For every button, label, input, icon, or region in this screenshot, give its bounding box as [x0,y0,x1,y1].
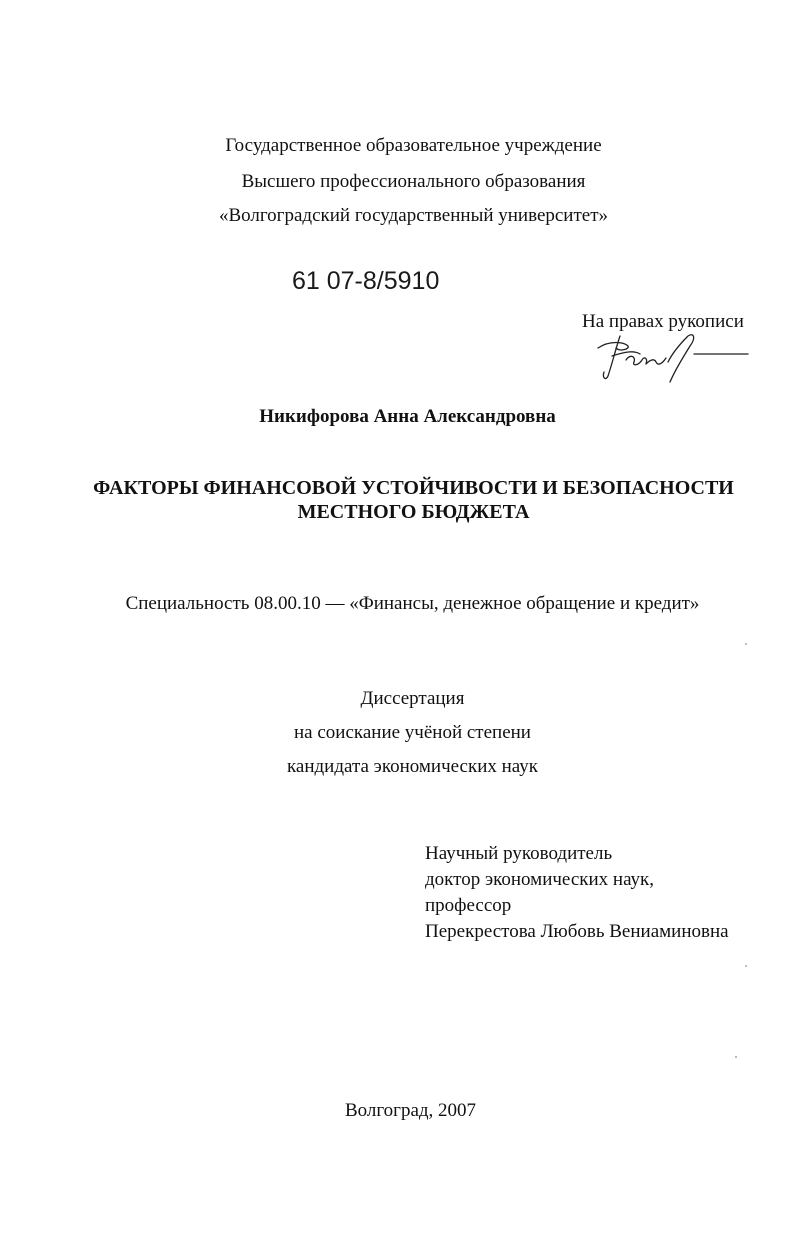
scan-speck [745,643,747,645]
institution-line-3: «Волгоградский государственный университет» [218,205,609,226]
title-line-1: ФАКТОРЫ ФИНАНСОВОЙ УСТОЙЧИВОСТИ И БЕЗОПАСНОСТИ [93,477,734,499]
supervisor-name: Перекрестова Любовь Вениаминовна [425,921,729,942]
degree-line-1: Диссертация [360,688,465,709]
author-name: Никифорова Анна Александровна [259,406,556,427]
supervisor-block [425,841,729,945]
signature-icon [590,326,755,386]
dissertation-title [0,476,799,524]
supervisor-degree: доктор экономических наук, [425,869,655,890]
supervisor-role: Научный руководитель [425,843,613,864]
institution-line-1: Государственное образовательное учреждение [225,135,602,156]
degree-line-2: на соискание учёной степени [294,722,531,743]
title-line-2: МЕСТНОГО БЮДЖЕТА [297,501,530,523]
institution-line-2: Высшего профессионального образования [241,171,586,192]
manuscript-note: На правах рукописи [582,311,744,332]
scan-speck [745,965,747,967]
degree-line-3: кандидата экономических наук [286,756,539,777]
catalog-number: 61 07-8/5910 [292,267,440,295]
city-year: Волгоград, 2007 [344,1100,477,1121]
supervisor-title: профессор [425,895,512,916]
scan-speck [735,1056,737,1058]
specialty-line: Специальность 08.00.10 — «Финансы, денежное обращение и кредит» [125,593,700,614]
